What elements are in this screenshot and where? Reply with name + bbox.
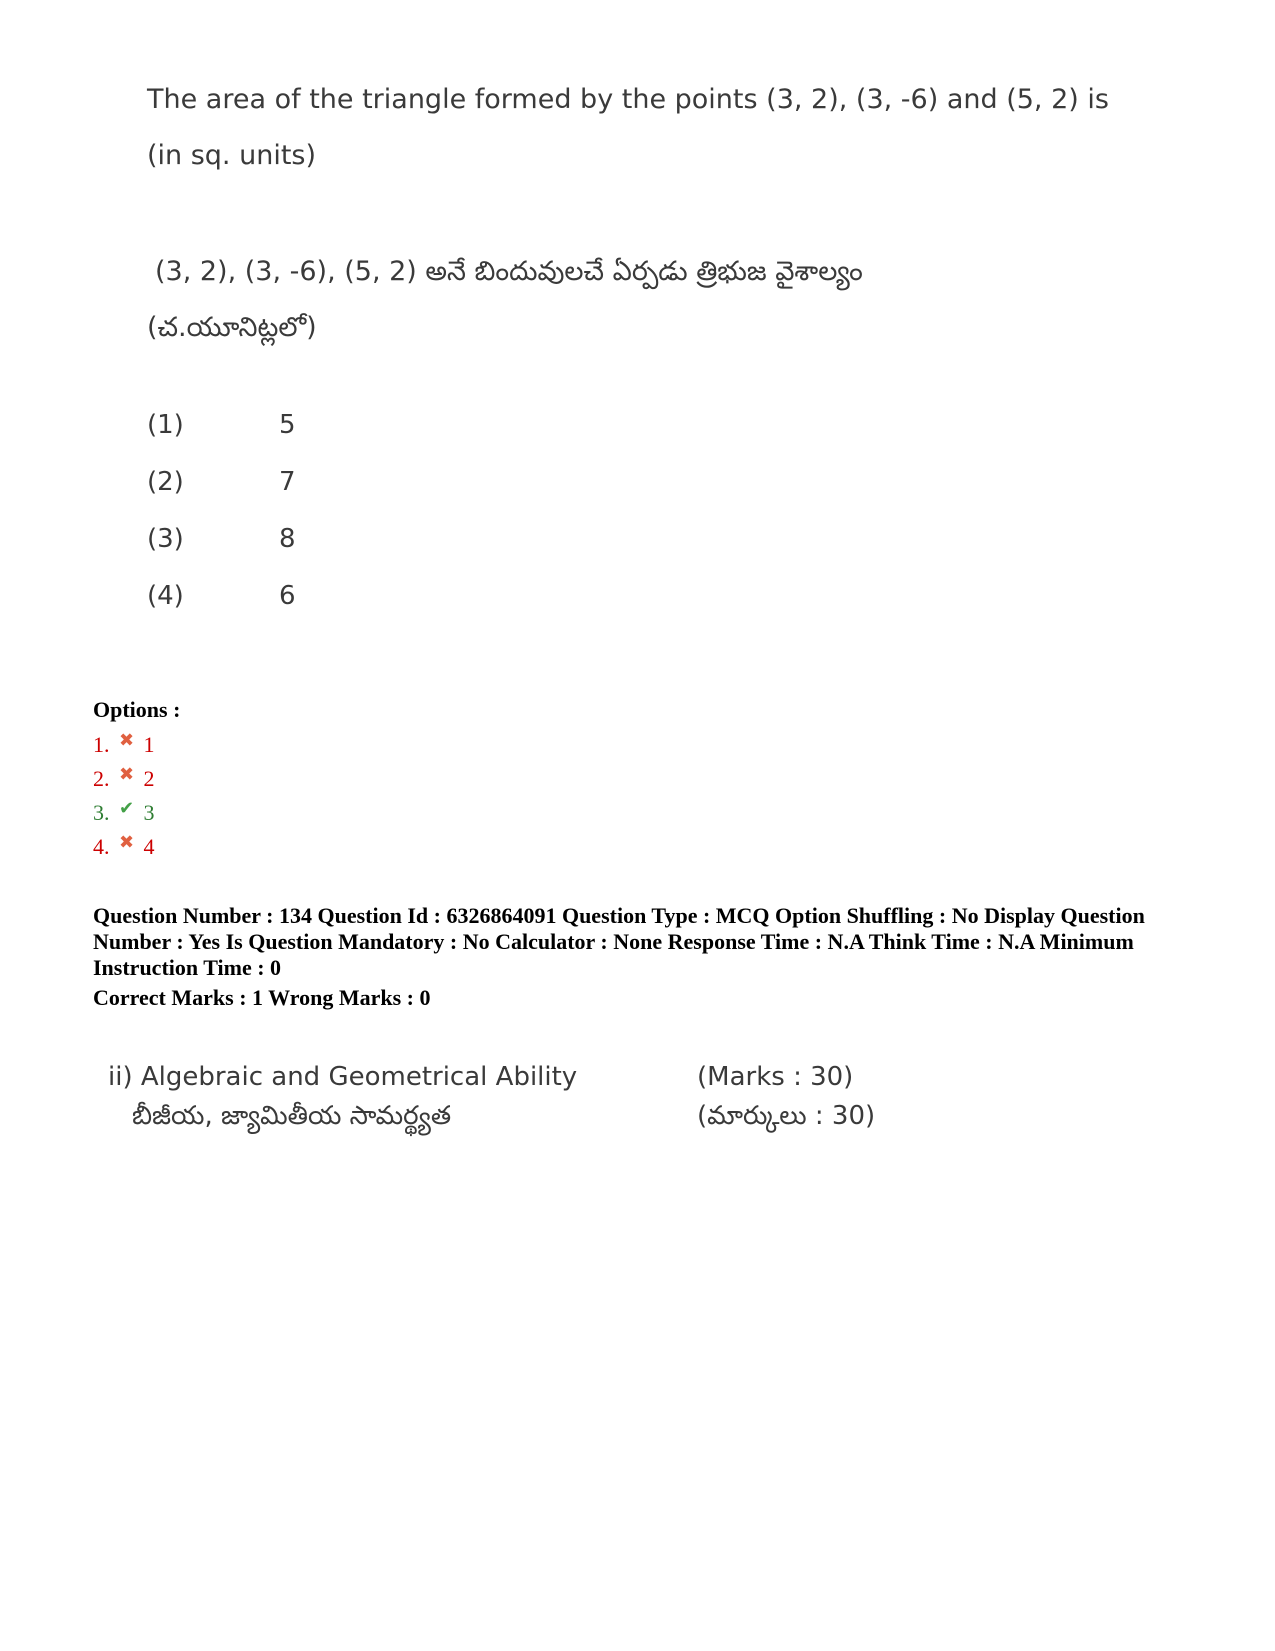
option-item: [93, 796, 155, 830]
section-marks: [697, 1058, 875, 1136]
choice-value: 7: [279, 467, 296, 497]
option-number: 3.: [93, 800, 110, 825]
question-line: (in sq. units): [147, 140, 317, 171]
option-value: 1: [143, 732, 155, 757]
option-number: 1.: [93, 732, 110, 757]
options-heading: Options :: [93, 697, 181, 722]
option-number: 4.: [93, 834, 110, 859]
choice-number: (2): [147, 467, 184, 497]
options-list: [93, 728, 155, 864]
question-line: (3, 2), (3, -6), (5, 2) అనే బిందువులచే ఏర్పడు త్రిభుజ వైశాల్యం: [155, 256, 863, 287]
option-value: 3: [143, 800, 155, 825]
section-marks-english: (Marks : 30): [697, 1062, 854, 1092]
metadata-line: Instruction Time : 0: [93, 955, 282, 980]
section-title-english: ii) Algebraic and Geometrical Ability: [108, 1062, 578, 1092]
answer-choices: [147, 410, 296, 638]
question-metadata: [93, 903, 1193, 981]
question-line: (చ.యూనిట్లలో): [147, 312, 317, 343]
choice-row: [147, 581, 296, 638]
choice-value: 6: [279, 581, 296, 611]
marks-info: Correct Marks : 1 Wrong Marks : 0: [93, 985, 431, 1010]
question-text-english: [147, 72, 1109, 184]
choice-number: (3): [147, 524, 184, 554]
section-title-telugu: బీజీయ, జ్యామితీయ సామర్థ్యత: [132, 1101, 452, 1131]
choice-value: 8: [279, 524, 296, 554]
choice-number: (4): [147, 581, 184, 611]
option-item: [93, 728, 155, 762]
option-number: 2.: [93, 766, 110, 791]
option-item: [93, 762, 155, 796]
section-marks-telugu: (మార్కులు : 30): [697, 1101, 876, 1131]
section-heading: [108, 1058, 577, 1136]
choice-row: [147, 410, 296, 467]
choice-row: [147, 524, 296, 581]
metadata-line: Question Number : 134 Question Id : 6326864091 Question Type : MCQ Option Shuffling : No Display Question: [93, 903, 1145, 928]
cross-icon: ✖: [118, 831, 135, 852]
check-icon: ✔: [118, 797, 135, 818]
choice-row: [147, 467, 296, 524]
option-value: 4: [143, 834, 155, 859]
choice-value: 5: [279, 410, 296, 440]
question-text-telugu: [147, 244, 863, 356]
cross-icon: ✖: [118, 763, 135, 784]
question-line: The area of the triangle formed by the points (3, 2), (3, -6) and (5, 2) is: [147, 84, 1109, 115]
cross-icon: ✖: [118, 729, 135, 750]
option-item: [93, 830, 155, 864]
option-value: 2: [143, 766, 155, 791]
choice-number: (1): [147, 410, 184, 440]
metadata-line: Number : Yes Is Question Mandatory : No Calculator : None Response Time : N.A Think Time : N.A Minimum: [93, 929, 1134, 954]
